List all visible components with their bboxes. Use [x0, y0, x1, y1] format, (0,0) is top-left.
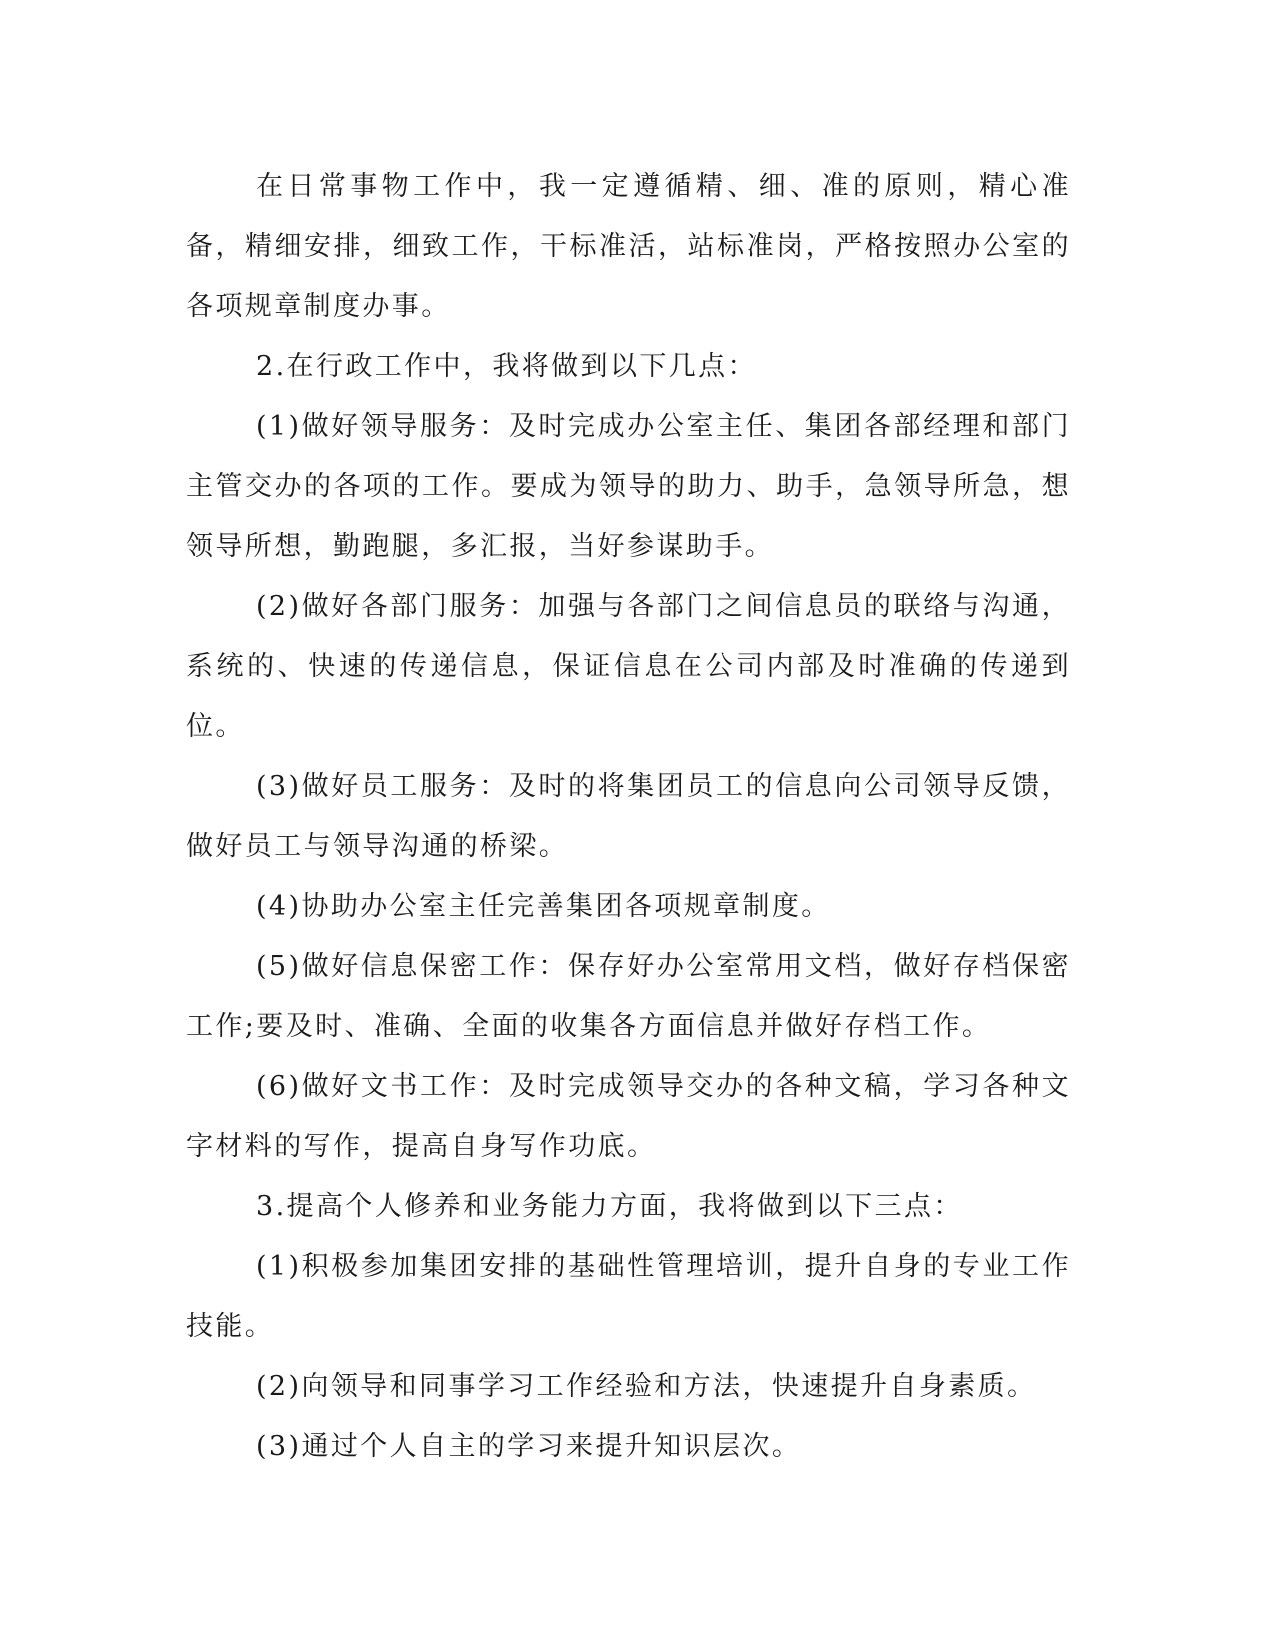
paragraph-admin-heading: 2.在行政工作中，我将做到以下几点：	[256, 351, 757, 382]
paragraph-clerical-work: (6)做好文书工作：及时完成领导交办的各种文稿，学习各种文字材料的写作，提高自身写作功底。	[186, 1071, 1071, 1162]
paragraph-rules-assist: (4)协助办公室主任完善集团各项规章制度。	[256, 891, 831, 922]
paragraph-daily-work: 在日常事物工作中，我一定遵循精、细、准的原则，精心准备，精细安排，细致工作，干标准活，站标准岗，严格按照办公室的各项规章制度办事。	[186, 171, 1071, 322]
paragraph-staff-service: (3)做好员工服务：及时的将集团员工的信息向公司领导反馈，做好员工与领导沟通的桥梁。	[186, 771, 1071, 862]
paragraph-department-service: (2)做好各部门服务：加强与各部门之间信息员的联络与沟通，系统的、快速的传递信息，保证信息在公司内部及时准确的传递到位。	[186, 591, 1071, 742]
paragraph-self-improvement-heading: 3.提高个人修养和业务能力方面，我将做到以下三点：	[256, 1191, 963, 1222]
paragraph-self-study: (3)通过个人自主的学习来提升知识层次。	[256, 1431, 802, 1462]
paragraph-leader-service: (1)做好领导服务：及时完成办公室主任、集团各部经理和部门主管交办的各项的工作。要成为领导的助力、助手，急领导所急，想领导所想，勤跑腿，多汇报，当好参谋助手。	[186, 411, 1071, 562]
paragraph-training: (1)积极参加集团安排的基础性管理培训，提升自身的专业工作技能。	[186, 1251, 1071, 1342]
document-body	[186, 157, 1071, 1477]
paragraph-confidentiality: (5)做好信息保密工作：保存好办公室常用文档，做好存档保密工作;要及时、准确、全面的收集各方面信息并做好存档工作。	[186, 951, 1071, 1042]
paragraph-learn-from-colleagues: (2)向领导和同事学习工作经验和方法，快速提升自身素质。	[256, 1371, 1037, 1402]
